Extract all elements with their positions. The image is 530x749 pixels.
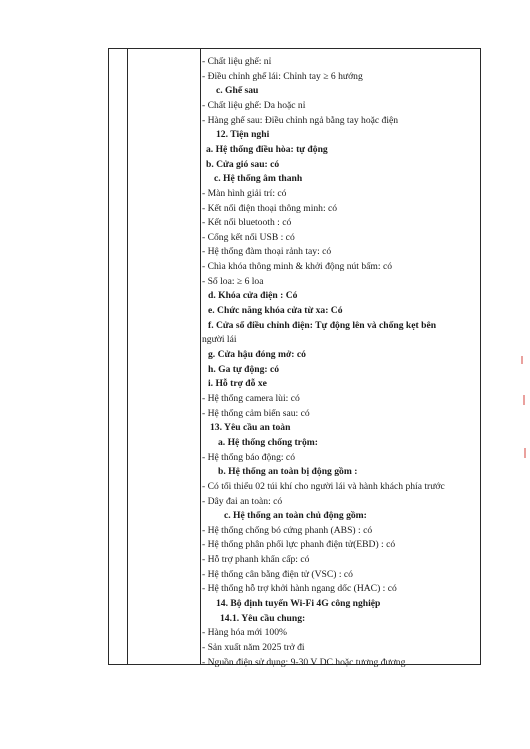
text-line: e. Chức năng khóa cửa từ xa: Có [208,305,343,317]
text-line: - Chất liệu ghế: nỉ [202,56,272,67]
text-line: d. Khóa cửa điện : Có [208,290,298,302]
text-line: a. Hệ thống điều hòa: tự động [206,143,328,155]
margin-stamp-mark [524,448,526,458]
text-line: - Hỗ trợ phanh khẩn cấp: có [202,554,310,566]
column-divider-2 [200,49,201,664]
text-line: b. Hệ thống an toàn bị động gồm : [218,466,358,478]
text-line: - Hệ thống đàm thoại rảnh tay: có [202,246,332,258]
margin-stamp-mark [523,395,525,405]
column-divider-1 [127,49,128,664]
text-line: 12. Tiện nghi [216,129,270,141]
text-line: 14.1. Yêu cầu chung: [220,612,306,624]
margin-stamp-mark [521,356,523,364]
text-line: - Kết nối bluetooth : có [202,217,292,229]
text-line: - Hệ thống phân phối lực phanh điện tử(EBD) : có [202,539,396,551]
text-line: g. Cửa hậu đóng mở: có [208,349,306,360]
text-line: - Hàng ghế sau: Điều chỉnh ngả bằng tay hoặc điện [202,114,399,126]
text-line: c. Hệ thống âm thanh [214,173,303,185]
text-line: - Nguồn điện sử dụng: 9-30 V DC hoặc tương đương [202,656,406,668]
text-line: - Cổng kết nối USB : có [202,231,295,243]
text-line: - Sản xuất năm 2025 trở đi [202,642,305,653]
text-line: - Hàng hóa mới 100% [202,627,288,639]
text-line: - Có tối thiểu 02 túi khí cho người lái và hành khách phía trước [202,480,445,492]
text-line: - Hệ thống hỗ trợ khởi hành ngang dốc (HAC) : có [202,583,397,595]
text-line: - Dây đai an toàn: có [202,495,283,507]
text-line: - Chất liệu ghế: Da hoặc nỉ [202,99,306,111]
text-line: - Màn hình giải trí: có [202,187,287,199]
text-line: - Chìa khóa thông minh & khởi động nút bấm: có [202,261,393,273]
text-line: a. Hệ thống chống trộm: [218,436,318,448]
text-line: i. Hỗ trợ đỗ xe [208,378,267,390]
text-line: c. Hệ thống an toàn chủ động gồm: [224,510,367,522]
text-line: - Điều chỉnh ghế lái: Chỉnh tay ≥ 6 hướng [202,70,363,82]
text-line: 13. Yêu cầu an toàn [210,422,291,434]
text-line: - Hệ thống báo động: có [202,451,295,463]
text-line: - Kết nối điện thoại thông minh: có [202,202,338,214]
text-line: c. Ghế sau [216,85,259,97]
text-line: - Hệ thống chống bó cứng phanh (ABS) : có [202,524,373,536]
text-line: 14. Bộ định tuyến Wi-Fi 4G công nghiệp [216,598,381,610]
text-line: f. Cửa sổ điều chỉnh điện: Tự động lên và chống kẹt bên [208,319,437,331]
text-line: người lái [202,334,237,346]
text-line: - Hệ thống cảm biến sau: có [202,407,310,419]
text-line: b. Cửa gió sau: có [206,158,280,170]
text-line: - Hệ thống camera lùi: có [202,392,300,404]
text-line: h. Ga tự động: có [208,363,280,375]
text-line: - Hệ thống cân bằng điện tử (VSC) : có [202,568,353,580]
text-line: - Số loa: ≥ 6 loa [202,275,264,287]
